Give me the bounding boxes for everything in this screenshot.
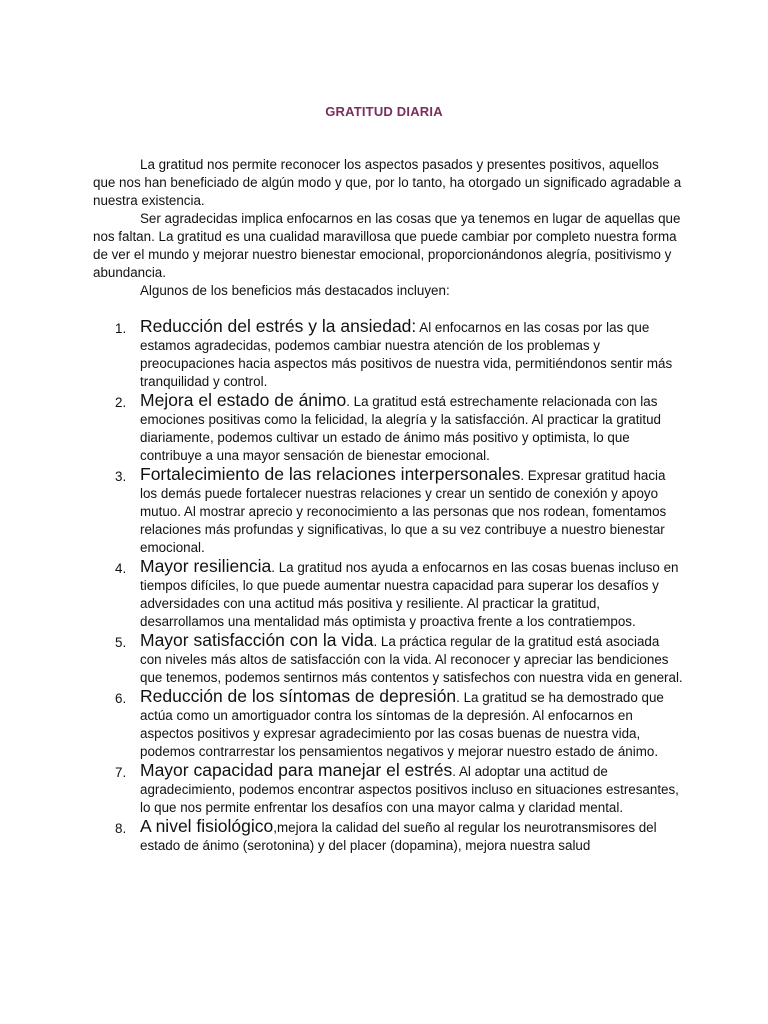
list-item-text: . La gratitud está estrechamente relacionada con las emociones positivas como la felicidad, la alegría y la satisfacción. Al practicar la gratitud diariamente, podemos cultivar un estado de ánimo más positivo y optimista, lo que contribuye a una mayor sensación de bienestar emocional. [140, 394, 661, 463]
intro-paragraph: Algunos de los beneficios más destacados incluyen: [140, 283, 450, 298]
list-item-heading: Reducción del estrés y la ansiedad: [140, 316, 417, 336]
list-item [93, 631, 683, 687]
list-item-text: . La gratitud nos ayuda a enfocarnos en las cosas buenas incluso en tiempos difíciles, lo que puede aumentar nuestra capacidad para superar los desafíos y adversidades con una actitud más positiva y resiliente. Al practicar la gratitud, desarrollamos una mentalidad más optimista y proactiva frente a los contratiempos. [140, 560, 679, 629]
list-item-number: 2. [115, 395, 127, 410]
list-item [93, 761, 683, 817]
list-item [93, 317, 683, 391]
list-item-number: 8. [115, 821, 127, 836]
list-item-heading: Fortalecimiento de las relaciones interpersonales [140, 464, 521, 484]
list-item-heading: Reducción de los síntomas de depresión [140, 686, 457, 706]
list-item [93, 687, 683, 761]
list-item-number: 4. [115, 561, 127, 576]
list-item [93, 465, 683, 557]
list-item [93, 391, 683, 465]
intro-paragraph: La gratitud nos permite reconocer los aspectos pasados y presentes positivos, aquellos que nos han beneficiado de algún modo y que, por lo tanto, ha otorgado un significado agradable a nuestra existencia. [93, 157, 682, 208]
intro-paragraph: Ser agradecidas implica enfocarnos en las cosas que ya tenemos en lugar de aquellas que nos faltan. La gratitud es una cualidad maravillosa que puede cambiar por completo nuestra forma de ver el mundo y mejorar nuestro bienestar emocional, proporcionándonos alegría, positivismo y abundancia. [93, 211, 681, 280]
list-item-heading: Mayor satisfacción con la vida [140, 630, 374, 650]
list-item-text: . La práctica regular de la gratitud está asociada con niveles más altos de satisfacción con la vida. Al reconocer y apreciar las bendiciones que tenemos, podemos sentirnos más contentos y satisfechos con nuestra vida en general. [140, 634, 683, 685]
list-item [93, 817, 683, 855]
list-item-text: . Expresar gratitud hacia los demás puede fortalecer nuestras relaciones y crear un sentido de conexión y apoyo mutuo. Al mostrar aprecio y reconocimiento a las personas que nos rodean, fomentamos relaciones más profundas y significativas, lo que a su vez contribuye a nuestro bienestar emocional. [140, 468, 667, 555]
list-item-text: ,mejora la calidad del sueño al regular los neurotransmisores del estado de ánimo (serotonina) y del placer (dopamina), mejora nuestra salud [140, 820, 657, 853]
list-item-number: 5. [115, 635, 127, 650]
list-item-number: 3. [115, 469, 127, 484]
list-item-number: 6. [115, 691, 127, 706]
document-title: GRATITUD DIARIA [325, 104, 443, 119]
list-item-text: . La gratitud se ha demostrado que actúa como un amortiguador contra los síntomas de la depresión. Al enfocarnos en aspectos positivos y expresar agradecimiento por las cosas buenas de nuestra vida, podemos contrarrestar los pensamientos negativos y mejorar nuestro estado de ánimo. [140, 690, 664, 759]
list-item-number: 1. [115, 321, 127, 336]
list-item-text: . Al adoptar una actitud de agradecimiento, podemos encontrar aspectos positivos incluso en situaciones estresantes, lo que nos permite enfrentar los desafíos con una mayor calma y claridad mental. [140, 764, 679, 815]
benefits-list [93, 317, 683, 855]
list-item-number: 7. [115, 765, 127, 780]
list-item-heading: A nivel fisiológico [140, 816, 274, 836]
intro-section [93, 156, 683, 300]
list-item [93, 557, 683, 631]
list-item-heading: Mayor resiliencia [140, 556, 272, 576]
list-item-heading: Mejora el estado de ánimo [140, 390, 347, 410]
list-item-text: Al enfocarnos en las cosas por las que estamos agradecidas, podemos cambiar nuestra atención de los problemas y preocupaciones hacia aspectos más positivos de nuestra vida, permitiéndonos sentir más tranquilidad y control. [140, 320, 673, 389]
list-item-heading: Mayor capacidad para manejar el estrés [140, 760, 453, 780]
